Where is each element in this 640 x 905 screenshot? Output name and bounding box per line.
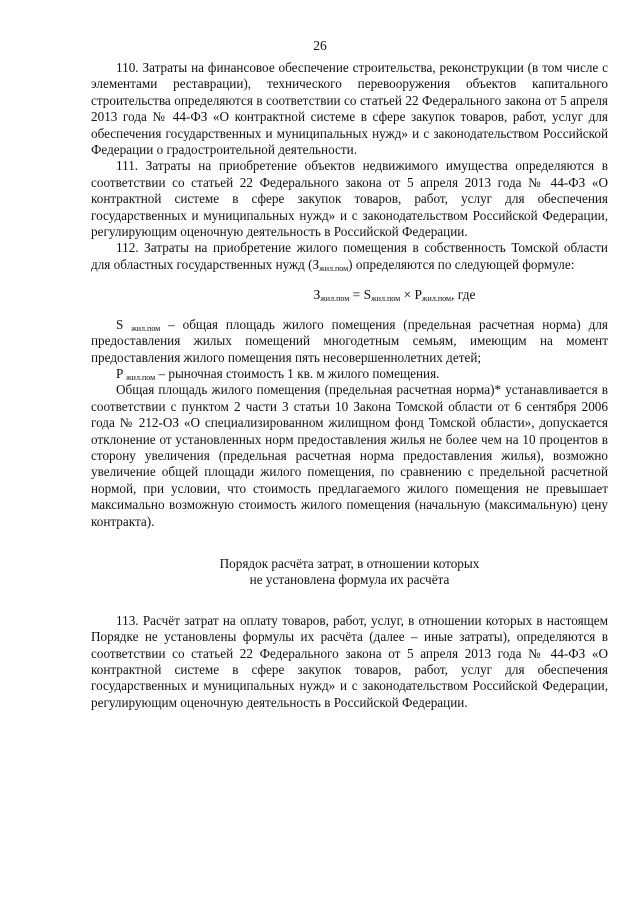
formula-z: З	[313, 287, 321, 303]
definition-p-text: – рыночная стоимость 1 кв. м жилого помещения.	[155, 365, 440, 381]
paragraph-112-text: 112. Затраты на приобретение жилого помещения в собственность Томской области для областных государственных нужд (З	[91, 240, 608, 272]
definition-p-symbol: P	[116, 365, 123, 381]
definition-p-term	[116, 366, 155, 381]
formula-times-p: × P	[400, 287, 423, 303]
section-heading-line-1: Порядок расчёта затрат, в отношении которых	[219, 555, 480, 571]
paragraph-112	[91, 240, 608, 273]
document-body	[91, 60, 608, 711]
formula-s-subscript: жил.пом	[371, 294, 401, 304]
formula-equals-s: = S	[349, 287, 372, 303]
paragraph-113: 113. Расчёт затрат на оплату товаров, работ, услуг, в отношении которых в настоящем Порядке не установлены формулы их расчёта (далее – иные затраты), определяются в соответствии со статьей 22 Федерального закона от 5 апреля 2013 года № 44-ФЗ «О контрактной системе в сфере закупок товаров, работ, услуг для обеспечения государственных и муниципальных нужд» и с законодательством Российской Федерации, регулирующим оценочную деятельность в Российской Федерации.	[91, 612, 608, 710]
section-heading-line-2: не установлена формула их расчёта	[249, 572, 450, 588]
definition-s-symbol: S	[116, 316, 124, 332]
formula-z-subscript: жил.пом	[320, 294, 350, 304]
definition-s-term	[116, 317, 160, 332]
section-heading	[91, 556, 608, 589]
definition-p	[91, 366, 608, 382]
formula-p-subscript: жил.пом	[422, 294, 452, 304]
definition-s	[91, 317, 608, 366]
paragraph-110: 110. Затраты на финансовое обеспечение строительства, реконструкции (в том числе с элементами реставрации), технического перевооружения объектов капитального строительства определяются в соответствии со статьей 22 Федерального закона от 5 апреля 2013 года № 44-ФЗ «О контрактной системе в сфере закупок товаров, работ, услуг для обеспечения государственных и муниципальных нужд» и с законодательством Российской Федерации о градостроительной деятельности.	[91, 60, 608, 158]
paragraph-112-tail: ) определяются по следующей формуле:	[348, 256, 575, 272]
formula	[91, 287, 608, 303]
paragraph-area-norm: Общая площадь жилого помещения (предельная расчетная норма)* устанавливается в соответствии с пунктом 2 части 3 статьи 10 Закона Томской области от 6 сентября 2006 года № 212-ОЗ «О специализированном жилищном фонд Томской области», допускается отклонение от установленных норм предоставления жилья не более чем на 10 процентов в сторону увеличения (предельная расчетная норма предоставления жилья), возможно увеличение общей площади жилого помещения, по сравнению с предельной расчетной нормой, при условии, что стоимость предлагаемого жилого помещения не превышает максимально возможную стоимость жилого помещения (начальную (максимальную) цену контракта).	[91, 382, 608, 529]
subscript: жил.пом	[319, 263, 349, 273]
definition-s-subscript: жил.пом	[131, 323, 161, 333]
paragraph-111: 111. Затраты на приобретение объектов недвижимого имущества определяются в соответствии со статьей 22 Федерального закона от 5 апреля 2013 года № 44-ФЗ «О контрактной системе в сфере закупок товаров, работ, услуг для обеспечения государственных и муниципальных нужд» и с законодательством Российской Федерации, регулирующим оценочную деятельность в Российской Федерации.	[91, 158, 608, 240]
formula-tail: , где	[451, 287, 476, 303]
definition-p-subscript: жил.пом	[126, 372, 156, 382]
page-number: 26	[313, 38, 327, 53]
definition-s-text: – общая площадь жилого помещения (предельная расчетная норма) для предоставления жилых помещений многодетным семьям, имеющим на момент предоставления жилого помещения пять несовершеннолетних детей;	[91, 316, 608, 365]
